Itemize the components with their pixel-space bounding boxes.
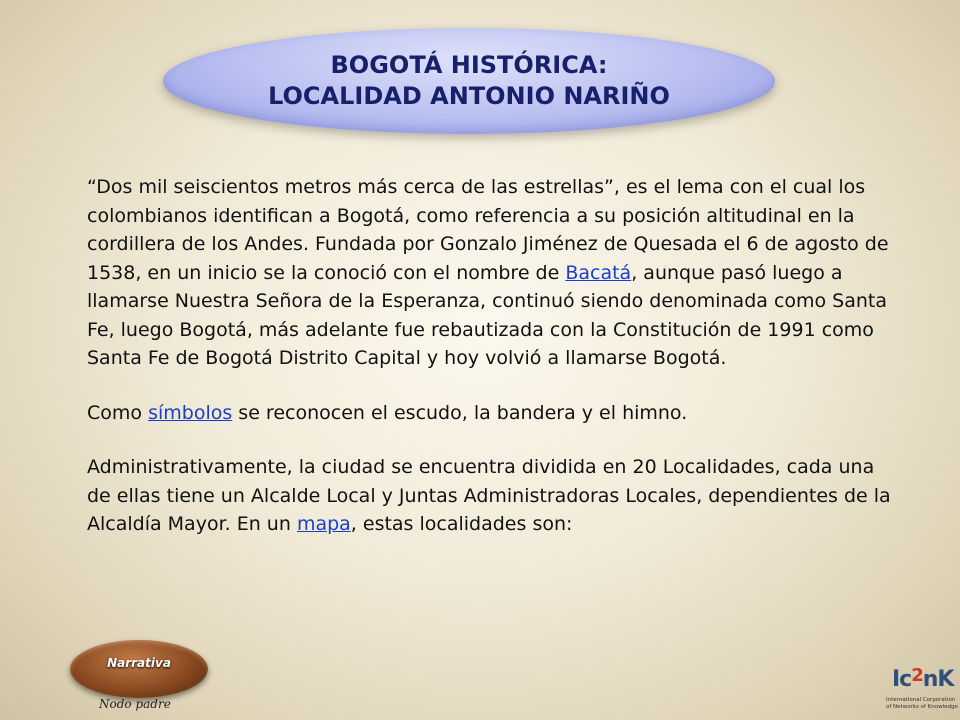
- paragraph-symbols-text-2: se reconocen el escudo, la bandera y el himno.: [232, 401, 688, 424]
- paragraph-symbols: [87, 399, 897, 428]
- logo-caption-line-1: International Corporation: [886, 697, 956, 703]
- narrativa-button[interactable]: [70, 640, 208, 698]
- parent-node-caption: Nodo padre: [99, 697, 171, 711]
- paragraph-administration-text-2: , estas localidades son:: [350, 513, 573, 535]
- logo-caption-line-2: of Networks of Knowledge: [886, 704, 958, 710]
- logo-mark-two: 2: [911, 665, 923, 686]
- paragraph-administration-text-1: Administrativamente, la ciudad se encuentra dividida en 20 Localidades, cada una de ellas tiene un Alcalde Local y Juntas Administradoras Locales, dependientes de la Alcaldía Mayor. En un: [87, 456, 891, 535]
- title-line-2: LOCALIDAD ANTONIO NARIÑO: [268, 82, 670, 110]
- simbolos-link[interactable]: símbolos: [148, 401, 233, 424]
- main-content: [87, 173, 897, 565]
- paragraph-history-text-2: , aunque pasó luego a llamarse Nuestra Señora de la Esperanza, continuó siendo denominada como Santa Fe, luego Bogotá, más adelante fue rebautizada con la Constitución de 1991 como Santa Fe de Bogotá Distrito Capital y hoy volvió a llamarse Bogotá.: [87, 261, 888, 369]
- bacata-link[interactable]: Bacatá: [565, 261, 632, 284]
- title-banner: [163, 28, 775, 134]
- mapa-link[interactable]: mapa: [296, 513, 351, 535]
- paragraph-history: [87, 173, 897, 373]
- logo-mark-right: nK: [922, 667, 954, 692]
- paragraph-history-text-1: “Dos mil seiscientos metros más cerca de las estrellas”, es el lema con el cual los colombianos identifican a Bogotá, como referencia a su posición altitudinal en la cordillera de los Andes. Fundada por Gonzalo Jiménez de Quesada el 6 de agosto de 1538, en un inicio se la conoció con el nombre de: [87, 176, 889, 284]
- narrativa-button-label: Narrativa: [107, 656, 171, 670]
- logo-mark: [892, 667, 953, 692]
- paragraph-administration: [87, 453, 897, 539]
- paragraph-symbols-text-1: Como: [87, 401, 149, 424]
- ic2nk-logo: [884, 665, 960, 720]
- title-line-1: BOGOTÁ HISTÓRICA:: [330, 51, 608, 79]
- logo-mark-left: Ic: [892, 667, 912, 692]
- logo-caption: [886, 697, 958, 711]
